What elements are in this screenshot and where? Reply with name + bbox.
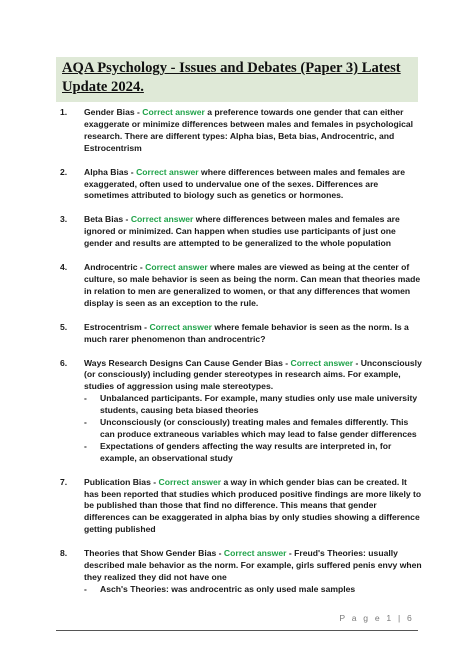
question-term: Theories that Show Gender Bias -: [84, 548, 224, 559]
correct-answer-label: Correct answer: [290, 357, 354, 368]
correct-answer-label: Correct answer: [142, 107, 205, 117]
dash-bullet: -: [84, 583, 87, 594]
answer-text: where female behavior is seen as the norm. Is a much rarer phenomenon than androcentric?: [84, 321, 409, 344]
answer-text: Freud's Theories: usually described male behavior as the norm. For example, girls suffered penis envy when they realized they did not have one: [84, 548, 422, 582]
sub-point: [84, 393, 424, 417]
question-item: [60, 214, 424, 250]
answer-text: where differences between males and females are exaggerated, often used to undervalue one of the sexes. Differences are sometimes attributed to biology such as genetics or hormones.: [84, 166, 405, 201]
question-number: 3.: [60, 214, 68, 225]
question-number: 8.: [60, 548, 68, 559]
question-number: 4.: [60, 262, 68, 273]
correct-answer-label: Correct answer: [145, 262, 208, 273]
answer-separator: -: [353, 357, 361, 368]
correct-answer-label: Correct answer: [158, 476, 222, 487]
sub-point-list: [84, 584, 424, 596]
question-item: [60, 477, 424, 537]
question-number: 6.: [60, 357, 68, 368]
correct-answer-label: Correct answer: [149, 321, 213, 332]
sub-point: [84, 584, 424, 596]
question-number: 5.: [60, 321, 68, 332]
answer-text: where differences between males and females are ignored or minimized. Can happen when studies use participants of just one gender and results are attempted to be generalized to the whole population: [84, 214, 400, 249]
sub-point-text: Expectations of genders affecting the way results are interpreted in, for example, an observational study: [100, 440, 392, 463]
question-term: Ways Research Designs Can Cause Gender Bias -: [84, 357, 291, 368]
question-term: Alpha Bias -: [84, 166, 137, 177]
sub-point-text: Asch's Theories: was androcentric as only used male samples: [100, 583, 356, 594]
question-item: [60, 262, 424, 310]
dash-bullet: -: [84, 417, 87, 428]
correct-answer-label: Correct answer: [223, 548, 287, 559]
question-term: Androcentric -: [84, 262, 146, 273]
sub-point-text: Unconsciously (or consciously) treating males and females differently. This can produce extraneous variables which may lead to false gender differences: [100, 417, 417, 439]
question-item: [60, 167, 424, 203]
sub-point-text: Unbalanced participants. For example, many studies only use male university students, causing beta biased theories: [100, 393, 418, 416]
question-term: Beta Bias -: [84, 214, 131, 225]
question-number: 1.: [60, 107, 68, 117]
sub-point: [84, 417, 424, 441]
sub-point-list: [84, 393, 424, 464]
title-banner: [56, 57, 418, 102]
question-number: 7.: [60, 476, 68, 487]
question-term: Gender Bias -: [84, 107, 143, 117]
sub-point: [84, 441, 424, 465]
question-item: [60, 107, 424, 155]
correct-answer-label: Correct answer: [136, 166, 199, 177]
page-number: P a g e 1 | 6: [339, 613, 414, 623]
page-title: AQA Psychology - Issues and Debates (Paper 3) Latest Update 2024.: [62, 60, 401, 95]
question-term: Publication Bias -: [84, 476, 159, 487]
question-list: [60, 107, 424, 596]
question-item: [60, 548, 424, 596]
answer-separator: -: [286, 548, 295, 559]
dash-bullet: -: [84, 393, 87, 404]
question-item: [60, 358, 424, 465]
answer-text: Unconsciously (or consciously) including gender stereotypes in research aims. For example, studies of aggression using male stereotypes.: [84, 357, 422, 392]
question-number: 2.: [60, 166, 68, 177]
question-item: [60, 322, 424, 346]
answer-text: a way in which gender bias can be created. It has been reported that studies which produced positive findings are more likely to be published than those that find no difference. This means that gender differences can be exaggerated in alpha bias by only studies showing a difference getting published: [84, 476, 422, 535]
question-term: Estrocentrism -: [84, 321, 150, 332]
dash-bullet: -: [84, 440, 87, 451]
footer-divider: [56, 630, 418, 631]
correct-answer-label: Correct answer: [130, 214, 194, 225]
answer-text: a preference towards one gender that can either exaggerate or minimize differences between males and females in psychological research. There are different types: Alpha bias, Beta bias, Androcentric, and Estrocentrism: [84, 107, 414, 153]
answer-text: where males are viewed as being at the center of culture, so male behavior is seen as being the norm. Can mean that theories made in relation to men are generalized to women, or that any differences that women display is seen as an exception to the rule.: [84, 262, 421, 308]
